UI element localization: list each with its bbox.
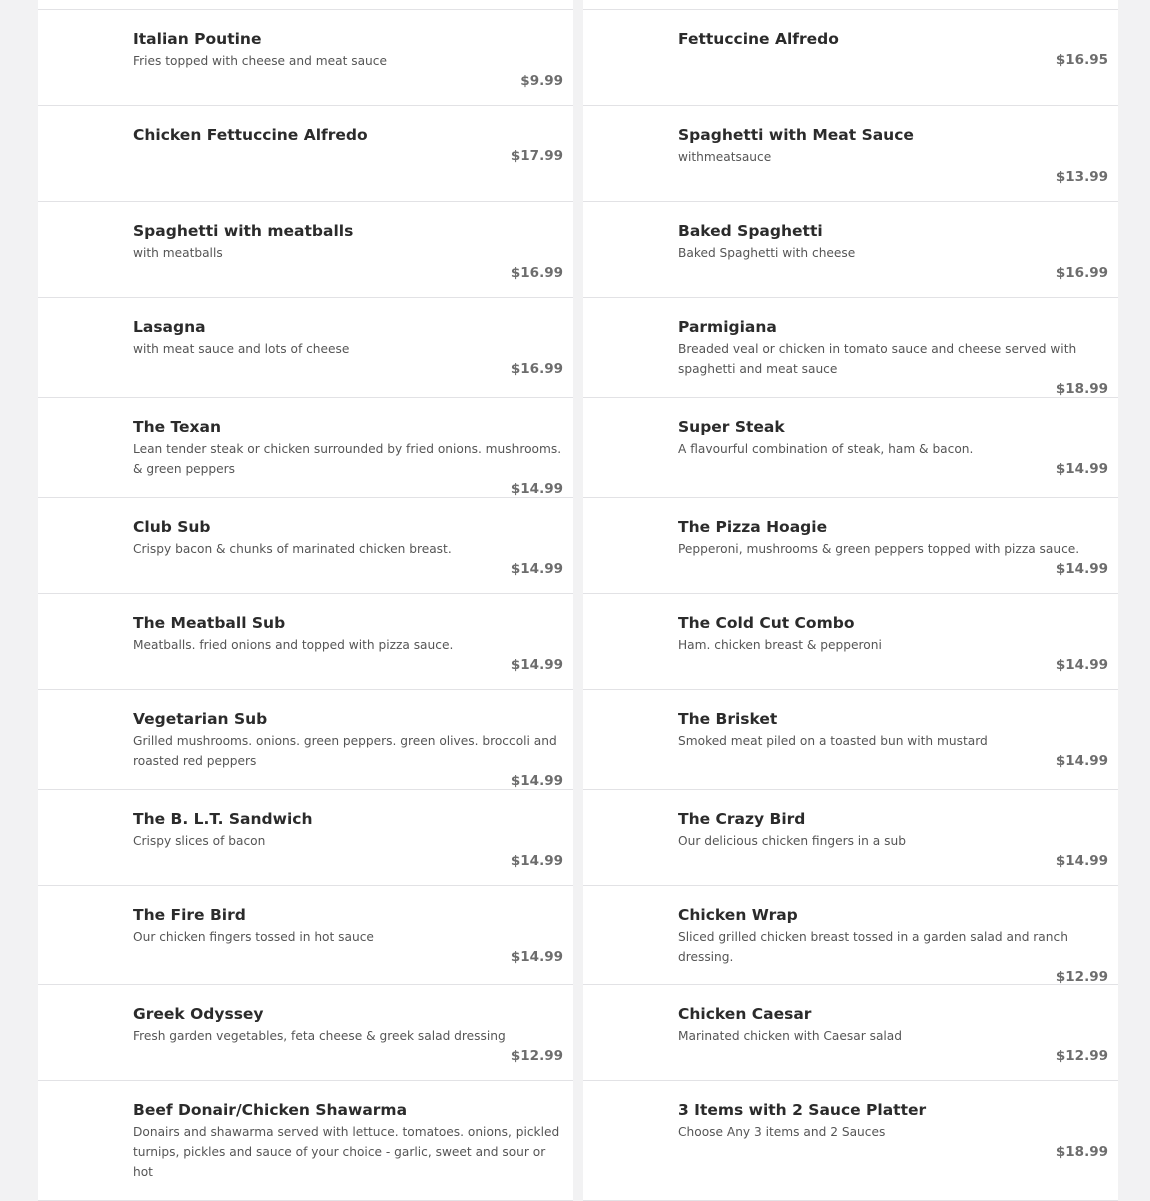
menu-item-card[interactable] bbox=[38, 594, 573, 690]
item-image-placeholder bbox=[48, 22, 122, 96]
menu-item-description: Donairs and shawarma served with lettuce. tomatoes. onions, pickled turnips, pickles and sauce of your choice - garlic, sweet and sour or hot bbox=[133, 1125, 560, 1179]
menu-item-name: The Brisket bbox=[678, 710, 778, 728]
menu-item-price: $12.99 bbox=[1055, 1048, 1108, 1064]
menu-item-description: A flavourful combination of steak, ham & bacon. bbox=[678, 442, 974, 456]
menu-item-card[interactable] bbox=[583, 498, 1118, 594]
item-image-placeholder bbox=[48, 1093, 122, 1167]
menu-item-price: $16.99 bbox=[510, 265, 563, 281]
menu-item-description: Crispy bacon & chunks of marinated chicken breast. bbox=[133, 542, 452, 556]
menu-item-price: $14.99 bbox=[510, 773, 563, 789]
menu-item-price: $9.99 bbox=[520, 73, 563, 89]
item-image-placeholder bbox=[593, 410, 667, 484]
menu-item-description: Fries topped with cheese and meat sauce bbox=[133, 54, 387, 68]
menu-item-price: $18.99 bbox=[1055, 381, 1108, 397]
menu-item-card[interactable] bbox=[38, 298, 573, 398]
item-image-placeholder bbox=[593, 1093, 667, 1167]
item-image-placeholder bbox=[48, 997, 122, 1071]
menu-item-price: $14.99 bbox=[1055, 461, 1108, 477]
menu-item-description: Pepperoni, mushrooms & green peppers topped with pizza sauce. bbox=[678, 542, 1080, 556]
menu-item-name: Chicken Wrap bbox=[678, 906, 798, 924]
menu-item-card[interactable] bbox=[38, 1081, 573, 1201]
menu-item-name: The Meatball Sub bbox=[133, 614, 286, 632]
menu-item-card[interactable] bbox=[38, 985, 573, 1081]
menu-item-price: $14.99 bbox=[510, 853, 563, 869]
menu-item-card[interactable] bbox=[583, 1081, 1118, 1201]
menu-item-name: The Pizza Hoagie bbox=[678, 518, 828, 536]
item-image-placeholder bbox=[593, 118, 667, 192]
menu-item-name: 3 Items with 2 Sauce Platter bbox=[678, 1101, 927, 1119]
menu-item-price: $17.99 bbox=[510, 148, 563, 164]
menu-item-description: Choose Any 3 items and 2 Sauces bbox=[678, 1125, 886, 1139]
item-image-placeholder bbox=[48, 606, 122, 680]
item-image-placeholder bbox=[593, 898, 667, 972]
menu-item-card[interactable] bbox=[583, 106, 1118, 202]
menu-column-left bbox=[38, 0, 573, 1201]
menu-item-card[interactable] bbox=[583, 0, 1118, 10]
menu-column-right bbox=[583, 0, 1118, 1201]
menu-item-price: $14.99 bbox=[510, 657, 563, 673]
menu-item-card[interactable] bbox=[583, 985, 1118, 1081]
menu-item-card[interactable] bbox=[38, 202, 573, 298]
item-image-placeholder bbox=[48, 214, 122, 288]
menu-item-price: $14.99 bbox=[1055, 561, 1108, 577]
menu-item-description: Ham. chicken breast & pepperoni bbox=[678, 638, 882, 652]
item-image-placeholder bbox=[48, 310, 122, 384]
menu-item-description: Fresh garden vegetables, feta cheese & greek salad dressing bbox=[133, 1029, 506, 1043]
menu-item-card[interactable] bbox=[38, 10, 573, 106]
menu-item-price: $14.99 bbox=[1055, 853, 1108, 869]
menu-item-price: $14.99 bbox=[1055, 753, 1108, 769]
menu-item-card[interactable] bbox=[38, 0, 573, 10]
menu-item-name: Parmigiana bbox=[678, 318, 777, 336]
menu-item-name: Chicken Caesar bbox=[678, 1005, 812, 1023]
menu-item-description: Crispy slices of bacon bbox=[133, 834, 266, 848]
menu-item-card[interactable] bbox=[583, 594, 1118, 690]
menu-item-name: The Crazy Bird bbox=[678, 810, 806, 828]
menu-item-price: $12.99 bbox=[1055, 969, 1108, 985]
menu-item-price: $16.99 bbox=[510, 361, 563, 377]
menu-item-card[interactable] bbox=[583, 886, 1118, 985]
menu-item-card[interactable] bbox=[583, 690, 1118, 790]
menu-item-description: Sliced grilled chicken breast tossed in a garden salad and ranch dressing. bbox=[678, 930, 1068, 964]
menu-item-name: The Cold Cut Combo bbox=[678, 614, 855, 632]
menu-item-name: Vegetarian Sub bbox=[133, 710, 268, 728]
menu-item-name: Club Sub bbox=[133, 518, 211, 536]
menu-item-name: Italian Poutine bbox=[133, 30, 262, 48]
menu-item-name: Beef Donair/Chicken Shawarma bbox=[133, 1101, 408, 1119]
menu-item-name: Lasagna bbox=[133, 318, 206, 336]
item-image-placeholder bbox=[593, 606, 667, 680]
menu-item-card[interactable] bbox=[583, 790, 1118, 886]
item-image-placeholder bbox=[593, 22, 667, 96]
menu-item-price: $14.99 bbox=[510, 561, 563, 577]
item-image-placeholder bbox=[593, 310, 667, 384]
menu-item-name: Spaghetti with meatballs bbox=[133, 222, 354, 240]
item-image-placeholder bbox=[593, 702, 667, 776]
menu-item-card[interactable] bbox=[38, 398, 573, 498]
menu-item-description: Breaded veal or chicken in tomato sauce and cheese served with spaghetti and meat sauce bbox=[678, 342, 1077, 376]
menu-item-name: The Fire Bird bbox=[133, 906, 246, 924]
menu-item-description: Smoked meat piled on a toasted bun with mustard bbox=[678, 734, 988, 748]
menu-item-card[interactable] bbox=[38, 498, 573, 594]
menu-item-description: Marinated chicken with Caesar salad bbox=[678, 1029, 903, 1043]
menu-item-price: $16.99 bbox=[1055, 265, 1108, 281]
menu-item-price: $13.99 bbox=[1055, 169, 1108, 185]
menu-item-description: with meatballs bbox=[133, 246, 223, 260]
menu-item-description: withmeatsauce bbox=[678, 150, 772, 164]
menu-item-name: Spaghetti with Meat Sauce bbox=[678, 126, 914, 144]
menu-item-card[interactable] bbox=[38, 886, 573, 985]
menu-item-card[interactable] bbox=[583, 10, 1118, 106]
menu-item-description: Grilled mushrooms. onions. green peppers. green olives. broccoli and roasted red peppers bbox=[133, 734, 557, 768]
item-image-placeholder bbox=[48, 802, 122, 876]
menu-item-price: $18.99 bbox=[1055, 1144, 1108, 1160]
item-image-placeholder bbox=[48, 898, 122, 972]
menu-item-name: Greek Odyssey bbox=[133, 1005, 264, 1023]
menu-item-description: Baked Spaghetti with cheese bbox=[678, 246, 856, 260]
menu-item-card[interactable] bbox=[583, 298, 1118, 398]
item-image-placeholder bbox=[48, 702, 122, 776]
menu-item-description: Our delicious chicken fingers in a sub bbox=[678, 834, 906, 848]
item-image-placeholder bbox=[48, 118, 122, 192]
menu-item-card[interactable] bbox=[583, 398, 1118, 498]
menu-item-name: Chicken Fettuccine Alfredo bbox=[133, 126, 368, 144]
item-image-placeholder bbox=[593, 997, 667, 1071]
menu-item-price: $14.99 bbox=[510, 481, 563, 497]
item-image-placeholder bbox=[593, 802, 667, 876]
menu-item-card[interactable] bbox=[38, 690, 573, 790]
menu-item-card[interactable] bbox=[38, 106, 573, 202]
menu-item-description: Our chicken fingers tossed in hot sauce bbox=[133, 930, 374, 944]
menu-item-name: Baked Spaghetti bbox=[678, 222, 823, 240]
item-image-placeholder bbox=[48, 510, 122, 584]
menu-item-price: $16.95 bbox=[1055, 52, 1108, 68]
menu-item-description: with meat sauce and lots of cheese bbox=[133, 342, 350, 356]
menu-item-name: The B. L.T. Sandwich bbox=[133, 810, 313, 828]
menu-item-card[interactable] bbox=[38, 790, 573, 886]
menu-item-price: $14.99 bbox=[510, 949, 563, 965]
menu-item-name: The Texan bbox=[133, 418, 222, 436]
item-image-placeholder bbox=[593, 510, 667, 584]
item-image-placeholder bbox=[48, 410, 122, 484]
menu-item-price: $12.99 bbox=[510, 1048, 563, 1064]
item-image-placeholder bbox=[593, 214, 667, 288]
menu-item-price: $14.99 bbox=[1055, 657, 1108, 673]
menu-item-name: Fettuccine Alfredo bbox=[678, 30, 839, 48]
menu-item-description: Meatballs. fried onions and topped with pizza sauce. bbox=[133, 638, 454, 652]
menu-item-card[interactable] bbox=[583, 202, 1118, 298]
menu-item-name: Super Steak bbox=[678, 418, 785, 436]
menu-item-description: Lean tender steak or chicken surrounded by fried onions. mushrooms. & green peppers bbox=[133, 442, 562, 476]
